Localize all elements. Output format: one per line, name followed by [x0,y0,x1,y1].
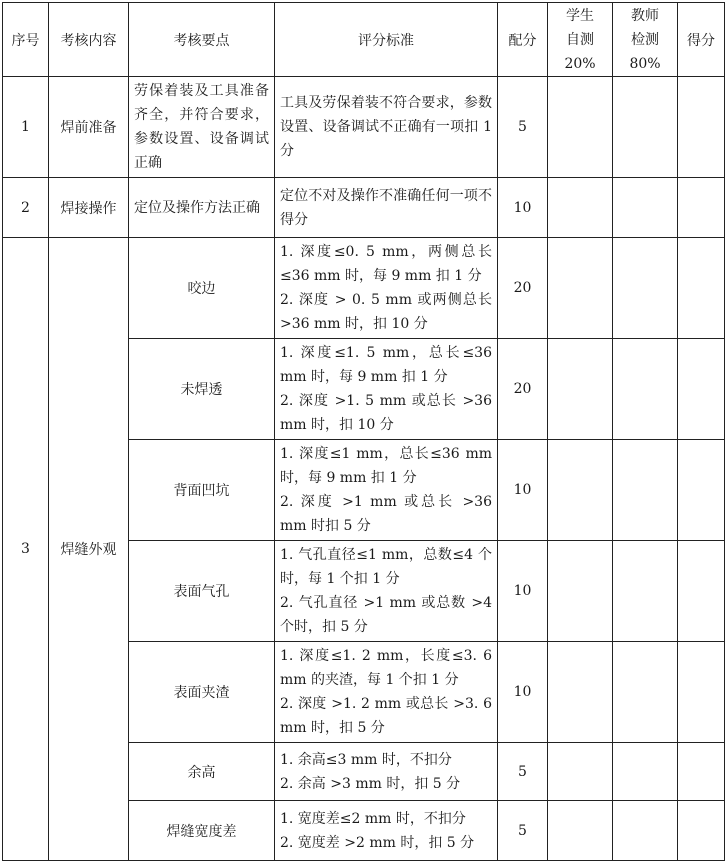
self-test-cell[interactable] [548,238,613,339]
header-self-test [548,3,613,77]
result-cell[interactable] [678,743,725,801]
self-test-cell[interactable] [548,642,613,743]
header-self-line3: 20% [564,55,596,72]
item-criteria [275,339,498,440]
header-score: 配分 [498,3,548,77]
header-self-line2: 自测 [566,31,594,48]
self-test-cell[interactable] [548,440,613,541]
item-points: 表面气孔 [129,541,275,642]
row-criteria: 工具及劳保着装不符合要求，参数设置、设备调试不正确有一项扣 1 分 [275,77,498,178]
item-points: 焊缝宽度差 [129,801,275,861]
criteria-line: 1. 气孔直径≤1 mm，总数≤4 个时，每 1 个扣 1 分 [280,547,492,587]
self-test-cell[interactable] [548,339,613,440]
self-test-cell[interactable] [548,743,613,801]
item-criteria [275,541,498,642]
criteria-line: 1. 宽度差≤2 mm 时，不扣分 [280,810,466,827]
teacher-check-cell[interactable] [613,77,678,178]
row-points: 劳保着装及工具准备齐全，并符合要求，参数设置、设备调试正确 [129,77,275,178]
result-cell[interactable] [678,77,725,178]
group-content: 焊缝外观 [49,238,129,861]
criteria-line: 1. 余高≤3 mm 时，不扣分 [280,751,452,768]
item-score: 20 [498,339,548,440]
header-row [3,3,725,77]
table-row [3,178,725,238]
result-cell[interactable] [678,339,725,440]
item-score: 10 [498,541,548,642]
teacher-check-cell[interactable] [613,238,678,339]
row-no: 1 [3,77,49,178]
item-criteria [275,743,498,801]
group-no: 3 [3,238,49,861]
teacher-check-cell[interactable] [613,440,678,541]
criteria-line: 2. 余高 >3 mm 时，扣 5 分 [280,775,461,792]
header-points: 考核要点 [129,3,275,77]
row-content: 焊接操作 [49,178,129,238]
criteria-line: 1. 深度≤1. 2 mm，长度≤3. 6 mm 的夹渣，每 1 个扣 1 分 [280,648,492,688]
item-points: 咬边 [129,238,275,339]
table-row [3,238,725,339]
result-cell[interactable] [678,440,725,541]
item-score: 5 [498,743,548,801]
item-points: 背面凹坑 [129,440,275,541]
item-points: 未焊透 [129,339,275,440]
scoring-table [2,2,725,861]
criteria-line: 2. 深度 >1. 2 mm 或总长 >3. 6 mm 时，扣 5 分 [280,696,492,736]
item-criteria [275,440,498,541]
criteria-line: 2. 宽度差 >2 mm 时，扣 5 分 [280,834,475,851]
criteria-line: 1. 深度≤0. 5 mm，两侧总长≤36 mm 时，每 9 mm 扣 1 分 [280,244,492,284]
teacher-check-cell[interactable] [613,541,678,642]
item-score: 5 [498,801,548,861]
criteria-line: 1. 深度≤1. 5 mm，总长≤36 mm 时，每 9 mm 扣 1 分 [280,345,492,385]
result-cell[interactable] [678,178,725,238]
result-cell[interactable] [678,642,725,743]
row-criteria: 定位不对及操作不准确任何一项不得分 [275,178,498,238]
header-criteria: 评分标准 [275,3,498,77]
teacher-check-cell[interactable] [613,339,678,440]
row-no: 2 [3,178,49,238]
header-teacher-check [613,3,678,77]
row-content: 焊前准备 [49,77,129,178]
self-test-cell[interactable] [548,541,613,642]
item-criteria [275,238,498,339]
self-test-cell[interactable] [548,77,613,178]
header-teacher-line1: 教师 [631,7,659,24]
item-score: 10 [498,440,548,541]
header-result: 得分 [678,3,725,77]
row-score: 5 [498,77,548,178]
teacher-check-cell[interactable] [613,642,678,743]
header-teacher-line3: 80% [629,55,661,72]
teacher-check-cell[interactable] [613,178,678,238]
header-no: 序号 [3,3,49,77]
table-row [3,77,725,178]
item-points: 表面夹渣 [129,642,275,743]
header-teacher-line2: 检测 [631,31,659,48]
criteria-line: 1. 深度≤1 mm，总长≤36 mm 时，每 9 mm 扣 1 分 [280,446,492,486]
item-criteria [275,642,498,743]
criteria-line: 2. 深度 >1. 5 mm 或总长 >36 mm 时，扣 10 分 [280,393,492,433]
teacher-check-cell[interactable] [613,743,678,801]
header-self-line1: 学生 [566,7,594,24]
header-content: 考核内容 [49,3,129,77]
criteria-line: 2. 深度 > 0. 5 mm 或两侧总长 >36 mm 时，扣 10 分 [280,292,492,332]
result-cell[interactable] [678,238,725,339]
item-score: 10 [498,642,548,743]
row-score: 10 [498,178,548,238]
item-score: 20 [498,238,548,339]
item-points: 余高 [129,743,275,801]
row-points: 定位及操作方法正确 [129,178,275,238]
criteria-line: 2. 气孔直径 >1 mm 或总数 >4 个时，扣 5 分 [280,595,492,635]
result-cell[interactable] [678,541,725,642]
criteria-line: 2. 深度 >1 mm 或总长 >36 mm 时扣 5 分 [280,494,492,534]
self-test-cell[interactable] [548,178,613,238]
